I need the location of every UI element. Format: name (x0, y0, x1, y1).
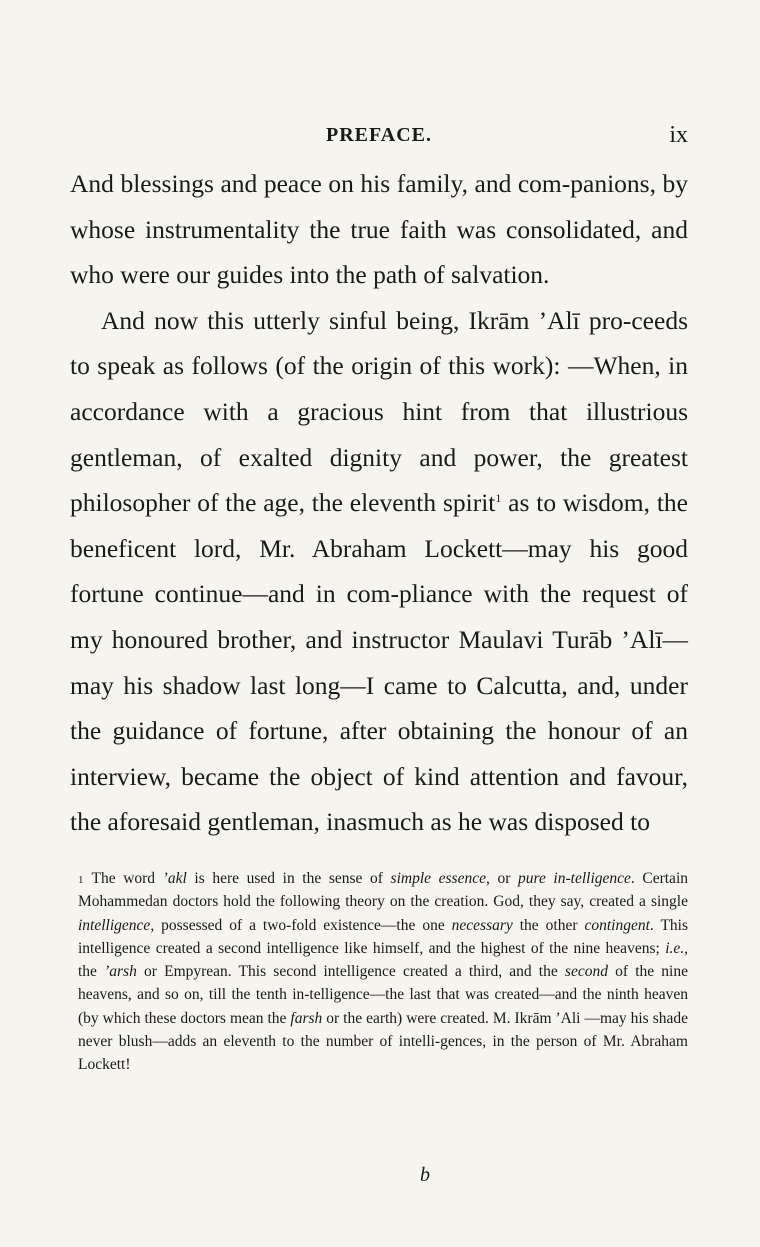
footnote-text: of the nine heavens, and so on, till the tenth in-telligence—the last that was created—and the ninth heaven (by which these doctors mean the (78, 963, 688, 1027)
footnote-term: pure in-telligence (517, 870, 631, 887)
footnote-text: or the earth) were created. M. Ikrām ’Ali —may his shade never blush—adds an eleventh to the number of intelli-gences, in the person of Mr. Abraham Lockett! (78, 1009, 688, 1074)
footnote-text: . Certain Mohammedan doctors hold the following theory on the creation. God, they say, created a single (78, 870, 688, 911)
running-head (70, 124, 688, 148)
main-text (70, 161, 688, 845)
footnote-term: simple essence (390, 870, 486, 887)
footnote-term: ’akl (162, 870, 187, 887)
footnote-text: . This intelligence created a second intelligence like himself, and the highest of the nine heavens; (78, 916, 688, 957)
footnote-term: contingent (584, 916, 650, 934)
footnote-term: farsh (290, 1009, 323, 1027)
paragraph-text: as to wisdom, the beneficent lord, Mr. Abraham Lockett—may his good fortune continue—and in com-pliance with the request of my honoured brother, and instructor Maulavi Turāb ’Alī—may his shadow last long—I came to Calcutta, and, under the guidance of fortune, after obtaining the honour of an interview, became the object of kind attention and favour, the aforesaid gentleman, inasmuch as he was disposed to (70, 488, 688, 837)
footnotes (78, 867, 688, 1077)
footnote-marker: 1 (78, 874, 84, 886)
page-title: PREFACE. (326, 124, 432, 146)
footnote-text: , the (78, 939, 688, 981)
signature-mark: b (420, 1164, 430, 1186)
page-number: ix (669, 122, 688, 148)
footnote-text: , possessed of a two-fold existence—the one (150, 916, 452, 934)
footnote-text: is here used in the sense of (186, 870, 391, 887)
footnote-text: The word (91, 870, 163, 887)
footnote-term: i.e. (665, 939, 685, 957)
footnote-text: the other (512, 916, 585, 934)
footnote-text: , or (485, 870, 518, 887)
footnote (78, 867, 688, 1077)
footnote-term: ’arsh (104, 963, 137, 981)
paragraph (70, 298, 688, 845)
footnote-text: or Empyrean. This second intelligence created a third, and the (136, 963, 565, 981)
footnote-term: second (564, 963, 608, 981)
footnote-term: necessary (451, 916, 513, 934)
footnote-term: intelligence (78, 916, 151, 934)
paragraph-text: And now this utterly sinful being, Ikrām ’Alī pro-ceeds to speak as follows (of the origin of this work): —When, in accordance with a gracious hint from that illustrious gentleman, of exalted dignity and power, the greatest philosopher of the age, the eleventh spirit (70, 305, 688, 518)
footnote-reference: 1 (495, 491, 502, 506)
paragraph: And blessings and peace on his family, and com-panions, by whose instrumentality the true faith was consolidated, and who were our guides into the path of salvation. (70, 169, 688, 290)
